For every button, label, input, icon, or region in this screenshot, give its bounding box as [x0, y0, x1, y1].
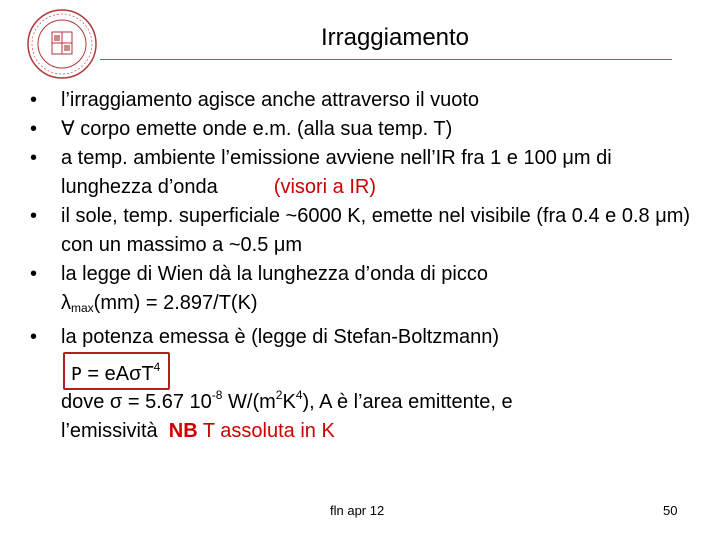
stefan-boltzmann-formula-box	[63, 352, 170, 390]
bullet-text: l’irraggiamento agisce anche attraverso il vuoto	[61, 89, 479, 111]
title-divider	[100, 59, 672, 60]
bullet-text: il sole, temp. superficiale ~6000 K, emette nel visibile (fra 0.4 e 0.8 μm) con un massimo a ~0.5 μm	[61, 205, 691, 256]
nb-label: NB	[168, 420, 198, 442]
bullet-marker: •	[30, 147, 38, 169]
slide-number: 50	[663, 503, 678, 518]
bullet-marker: •	[30, 118, 38, 140]
bullet-marker: •	[30, 326, 38, 348]
detail-text: W/(m	[222, 391, 276, 413]
wien-formula-rest: (mm) = 2.897/T(K)	[93, 292, 258, 314]
detail-superscript: 2	[275, 388, 283, 402]
formula-details-line-2	[61, 417, 700, 446]
bullet-item	[30, 144, 700, 202]
power-symbol: P	[71, 364, 82, 385]
footer-text: fln apr 12	[330, 503, 385, 518]
bullet-text: la legge di Wien dà la lunghezza d’onda di picco	[61, 263, 488, 285]
bullet-text: ∀ corpo emette onde e.m. (alla sua temp. T)	[61, 118, 453, 140]
detail-superscript: 4	[295, 388, 303, 402]
formula-body: = eAσT	[81, 363, 154, 385]
detail-text: ), A è l’area emittente, e	[302, 391, 513, 413]
detail-text: l’emissività	[61, 420, 169, 442]
bullet-list	[30, 86, 700, 446]
wien-formula	[61, 292, 258, 314]
bullet-marker: •	[30, 263, 38, 285]
slide-title: Irraggiamento	[320, 24, 470, 51]
bullet-marker: •	[30, 89, 38, 111]
bullet-item	[30, 260, 700, 323]
bullet-text: la potenza emessa è (legge di Stefan-Boltzmann)	[61, 326, 500, 348]
detail-text: K	[282, 391, 296, 413]
bullet-item	[30, 86, 700, 115]
formula-line	[61, 352, 700, 385]
detail-superscript: -8	[211, 388, 223, 402]
bullet-note: (visori a IR)	[273, 176, 377, 198]
detail-text: dove σ = 5.67 10	[61, 391, 212, 413]
lambda-symbol: λ	[61, 292, 71, 314]
nb-note: T assoluta in K	[197, 420, 335, 442]
bullet-item	[30, 202, 700, 260]
bullet-text: a temp. ambiente l’emissione avviene nell’IR fra 1 e 100 μm di lunghezza d’onda	[61, 147, 612, 198]
bullet-item	[30, 323, 700, 446]
formula-exponent: 4	[153, 360, 161, 374]
bullet-marker: •	[30, 205, 38, 227]
bullet-item	[30, 115, 700, 144]
lambda-subscript: max	[71, 301, 94, 315]
